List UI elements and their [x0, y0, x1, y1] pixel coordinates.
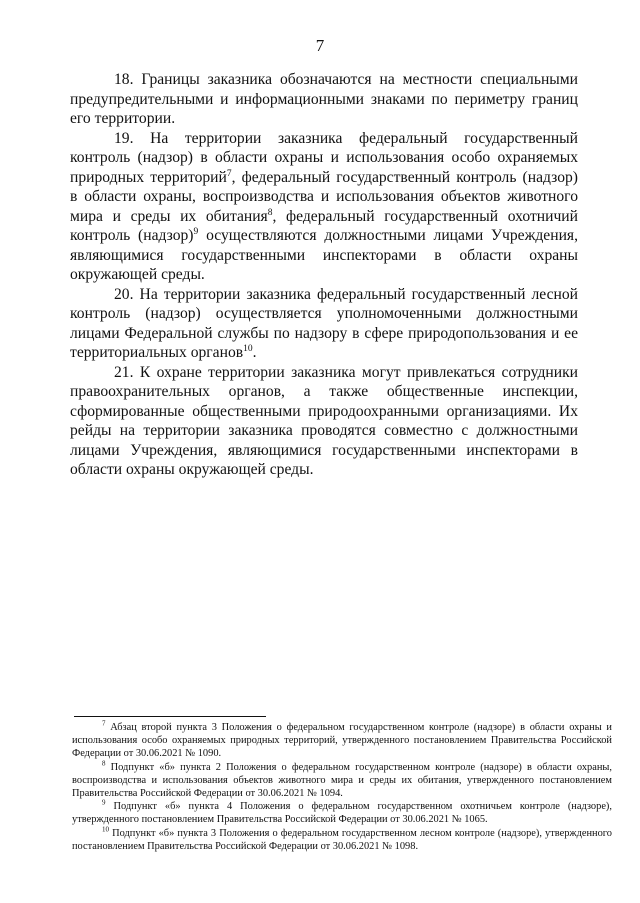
paragraph-text: 18. Границы заказника обозначаются на местности специальными предупредительными и информационными знаками по периметру границ его территории.: [70, 71, 578, 127]
paragraph-text: , федеральный государственный контроль (надзор) в области охраны, воспроизводства и использования объектов животного мира и среды их обитания: [70, 168, 578, 225]
footnote-7: [72, 721, 612, 761]
paragraph-text: 20. На территории заказника федеральный государственный лесной контроль (надзор) осуществляется уполномоченными должностными лицами Федеральной службы по надзору в сфере природопользования и ее территориальных органов: [70, 285, 578, 361]
paragraph-21: [70, 363, 578, 480]
page-number: 7: [315, 36, 325, 55]
paragraph-20: [70, 285, 578, 363]
footnote-mark: 8: [102, 759, 106, 768]
footnote-9: [72, 800, 612, 826]
footnote-text: Подпункт «б» пункта 3 Положения о федеральном государственном лесном контроле (надзоре), утвержденного постановлением Правительства Российской Федерации от 30.06.2021 № 1098.: [72, 827, 612, 852]
footnote-ref-7[interactable]: 7: [226, 168, 232, 179]
paragraph-text: .: [252, 344, 257, 361]
paragraph-text: 21. К охране территории заказника могут привлекаться сотрудники правоохранительных органов, а также общественные инспекции, сформированные общественными природоохранными организациями. Их рейды на территории заказника проводятся совместно с должностными лицами Учреждения, являющимися государственными инспекторами в области охраны окружающей среды.: [70, 363, 578, 478]
footnote-text: Подпункт «б» пункта 2 Положения о федеральном государственном контроле (надзоре) в области охраны, воспроизводства и использования объектов животного мира и среды их обитания, утвержденного постановлением Правительства Российской Федерации от 30.06.2021 № 1094.: [72, 761, 612, 800]
footnote-text: Абзац второй пункта 3 Положения о федеральном государственном контроле (надзоре) в области охраны и использования особо охраняемых природных территорий, утвержденного постановлением Правительства Российской Федерации от 30.06.2021 № 1090.: [72, 722, 612, 760]
paragraph-19: [70, 129, 578, 285]
footnote-mark: 9: [102, 798, 106, 807]
footnote-text: Подпункт «б» пункта 4 Положения о федеральном государственном охотничьем контроле (надзоре), утвержденного постановлением Правительства Российской Федерации от 30.06.2021 № 1065.: [72, 801, 612, 826]
footnotes: [72, 721, 612, 853]
footnote-ref-10[interactable]: 10: [243, 343, 253, 354]
footnote-mark: 7: [102, 719, 106, 728]
footnote-10: [72, 827, 612, 853]
body-text: [70, 70, 578, 480]
paragraph-text: , федеральный государственный охотничий контроль (надзор): [70, 207, 578, 244]
footnote-separator: [74, 716, 266, 717]
footnote-mark: 10: [102, 825, 109, 834]
paragraph-text: 19. На территории заказника федеральный государственный контроль (надзор) в области охраны и использования особо охраняемых природных территорий: [70, 129, 578, 186]
paragraph-text: осуществляются должностными лицами Учреждения, являющимися государственными инспекторами в области охраны окружающей среды.: [70, 227, 578, 283]
footnote-ref-8[interactable]: 8: [267, 207, 273, 218]
footnote-ref-9[interactable]: 9: [193, 226, 199, 237]
paragraph-18: [70, 70, 578, 129]
footnote-8: [72, 761, 612, 801]
